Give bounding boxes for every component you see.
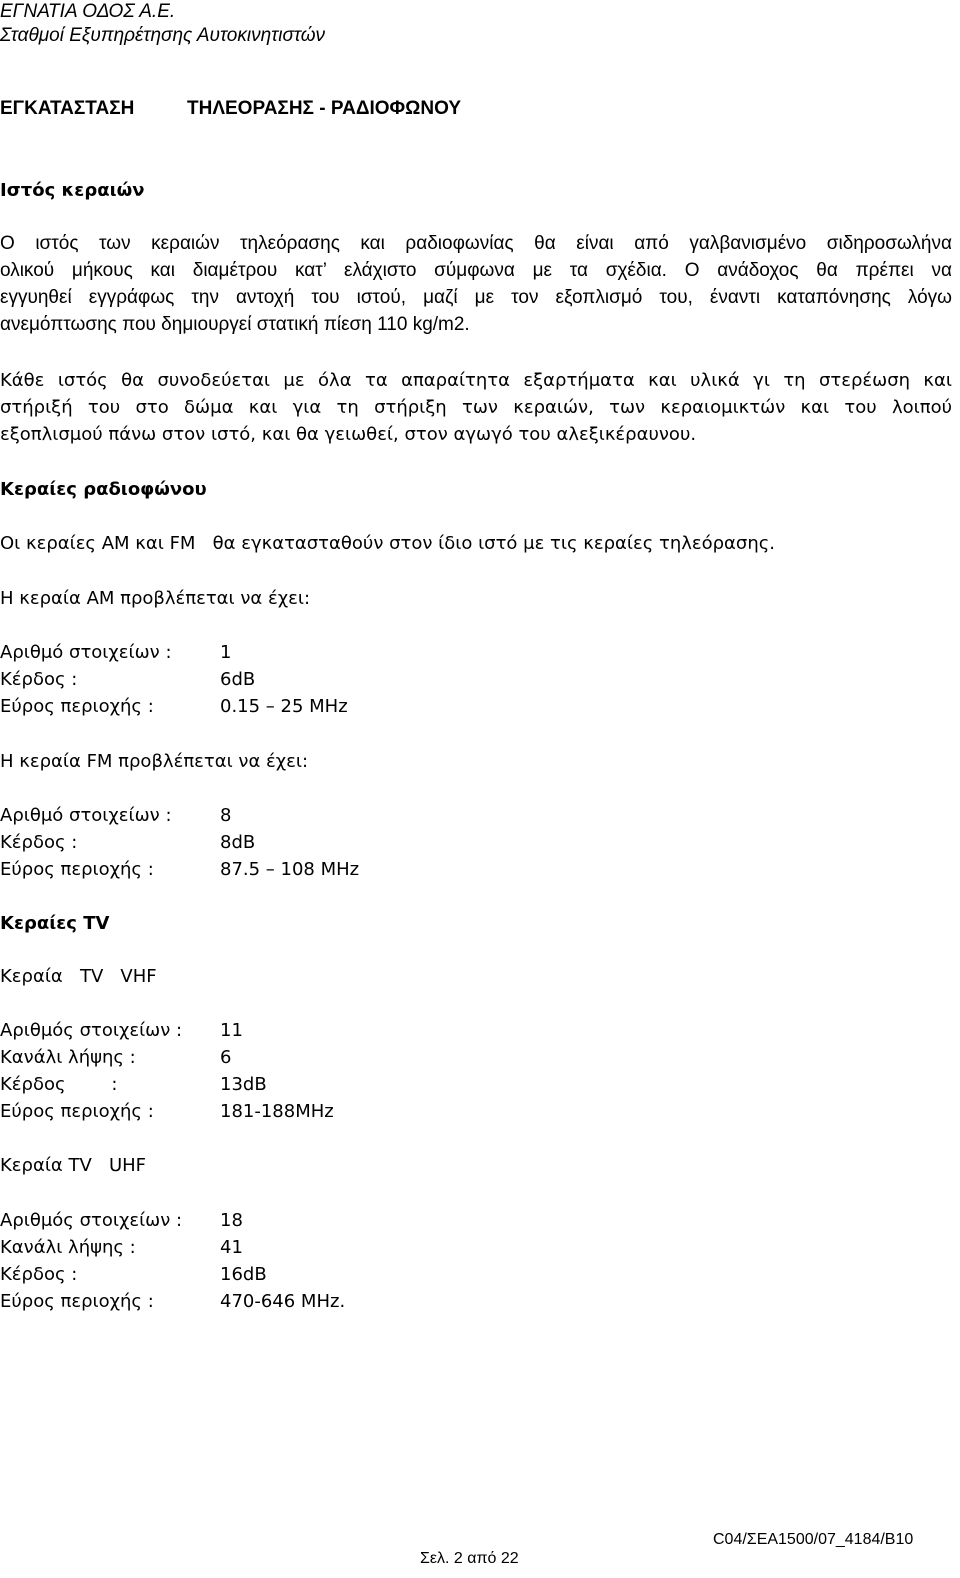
mast-p2-line-2: στήριξή του στο δώμα και για τη στήριξη των κεραιών, των κεραιομικτών και του λοιπού (0, 397, 952, 418)
fm-row-label: Εύρος περιοχής : (0, 859, 154, 880)
page-title-part1: ΕΓΚΑΤΑΣΤΑΣΗ (0, 98, 135, 119)
radio-intro: Οι κεραίες ΑΜ και FM θα εγκατασταθούν στον ίδιο ιστό με τις κεραίες τηλεόρασης. (0, 533, 776, 554)
fm-row-label: Αριθμό στοιχείων : (0, 805, 172, 826)
vhf-row-value: 11 (220, 1020, 243, 1041)
vhf-row-label: Εύρος περιοχής : (0, 1101, 154, 1122)
mast-p1-line-2: ολικού μήκους και διαμέτρου κατ’ ελάχιστο σύμφωνα με τα σχέδια. Ο ανάδοχος θα πρέπει να (0, 260, 952, 281)
project-name: Σταθμοί Εξυπηρέτησης Αυτοκινητιστών (0, 25, 326, 46)
fm-row-value: 8dB (220, 832, 256, 853)
uhf-row-label: Κανάλι λήψης : (0, 1237, 136, 1258)
vhf-row-label: Κανάλι λήψης : (0, 1047, 136, 1068)
uhf-row-label: Αριθμός στοιχείων : (0, 1210, 183, 1231)
uhf-title: Κεραία TV UHF (0, 1155, 147, 1176)
am-row-value: 1 (220, 642, 232, 663)
am-row-value: 6dB (220, 669, 256, 690)
radio-heading: Κεραίες ραδιοφώνου (0, 479, 207, 500)
vhf-row-label: Κέρδος : (0, 1074, 118, 1095)
mast-p1-line-4: ανεμόπτωσης που δημιουργεί στατική πίεση 110 kg/m2. (0, 314, 470, 335)
uhf-row-value: 18 (220, 1210, 243, 1231)
vhf-row-label: Αριθμός στοιχείων : (0, 1020, 183, 1041)
vhf-row-value: 181-188MHz (220, 1101, 334, 1122)
uhf-row-value: 41 (220, 1237, 243, 1258)
am-intro: Η κεραία ΑΜ προβλέπεται να έχει: (0, 588, 311, 609)
fm-row-value: 87.5 – 108 MHz (220, 859, 360, 880)
vhf-row-value: 13dB (220, 1074, 267, 1095)
am-row-label: Εύρος περιοχής : (0, 696, 154, 717)
am-row-label: Κέρδος : (0, 669, 78, 690)
am-row-value: 0.15 – 25 MHz (220, 696, 348, 717)
page-number: Σελ. 2 από 22 (420, 1550, 519, 1567)
uhf-row-value: 470-646 MHz. (220, 1291, 346, 1312)
vhf-row-value: 6 (220, 1047, 232, 1068)
mast-p2-line-1: Κάθε ιστός θα συνοδεύεται με όλα τα απαραίτητα εξαρτήματα και υλικά γι τη στερέωση και (0, 370, 952, 391)
company-name: ΕΓΝΑΤΙΑ ΟΔΟΣ Α.Ε. (0, 1, 176, 22)
mast-p1-line-1: Ο ιστός των κεραιών τηλεόρασης και ραδιοφωνίας θα είναι από γαλβανισμένο σιδηροσωλήνα (0, 233, 952, 254)
mast-p1-line-3: εγγυηθεί εγγράφως την αντοχή του ιστού, μαζί με τον εξοπλισμό του, έναντι καταπόνησης λόγω (0, 287, 952, 308)
uhf-row-value: 16dB (220, 1264, 267, 1285)
fm-intro: Η κεραία FM προβλέπεται να έχει: (0, 751, 309, 772)
mast-heading: Ιστός κεραιών (0, 180, 145, 201)
uhf-row-label: Εύρος περιοχής : (0, 1291, 154, 1312)
fm-row-label: Κέρδος : (0, 832, 78, 853)
tv-heading: Κεραίες TV (0, 913, 110, 934)
am-row-label: Αριθμό στοιχείων : (0, 642, 172, 663)
mast-p2-line-3: εξοπλισμού πάνω στον ιστό, και θα γειωθεί, στον αγωγό του αλεξικέραυνου. (0, 424, 697, 445)
uhf-row-label: Κέρδος : (0, 1264, 78, 1285)
document-code: C04/ΣΕΑ1500/07_4184/Β10 (713, 1531, 914, 1548)
fm-row-value: 8 (220, 805, 232, 826)
page-title-part2: ΤΗΛΕΟΡΑΣΗΣ - ΡΑΔΙΟΦΩΝΟΥ (187, 98, 462, 119)
vhf-title: Κεραία TV VHF (0, 966, 157, 987)
